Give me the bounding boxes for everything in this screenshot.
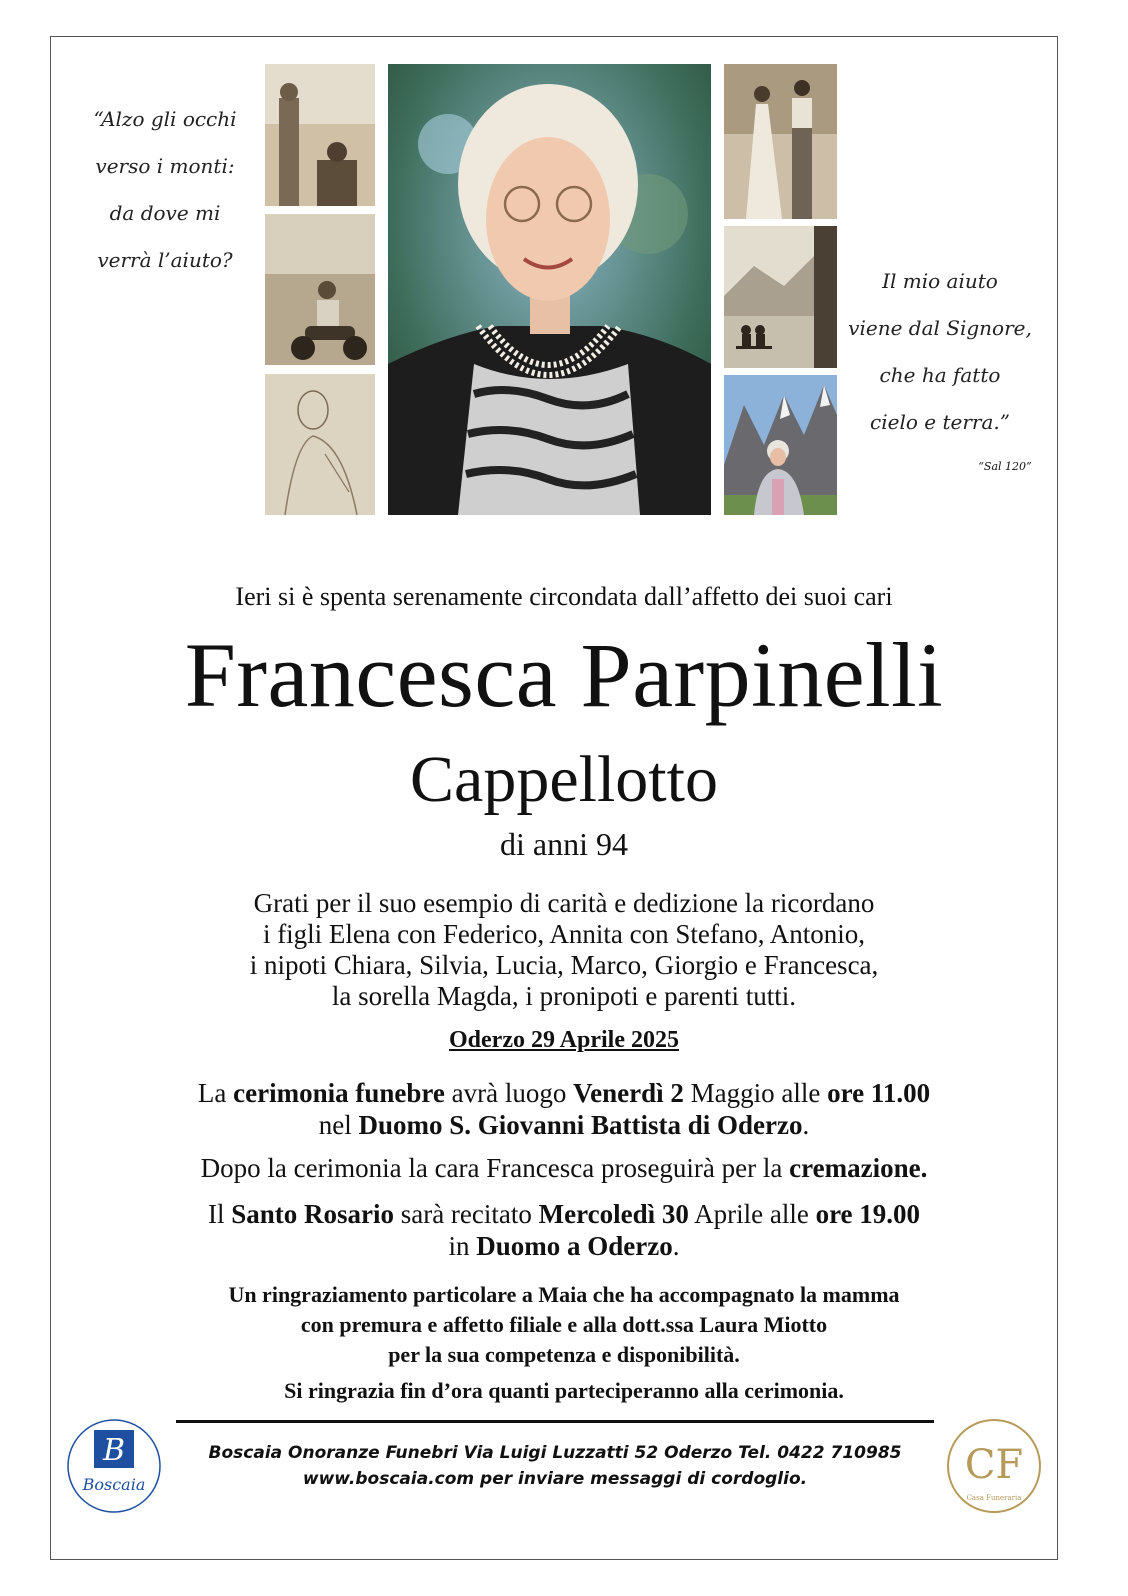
- intro-text: Ieri si è spenta serenamente circondata dall’affetto dei suoi cari: [235, 582, 893, 611]
- vintage-photo-couple: [265, 64, 375, 206]
- main-portrait-photo: [388, 64, 711, 515]
- thanks-message: Un ringraziamento particolare a Maia che ha accompagnato la mamma con premura e affetto filiale e alla dott.ssa Laura Miotto per la sua competenza e disponibilità.: [228, 1282, 900, 1367]
- vintage-photo-scooter: [265, 214, 375, 365]
- family-announcement: Grati per il suo esempio di carità e dedizione la ricordano i figli Elena con Federico, Annita con Stefano, Antonio, i nipoti Chiara, Silvia, Lucia, Marco, Giorgio e Francesca, la sorella Magda, i pronipoti e parenti tutti.: [249, 888, 879, 1011]
- svg-text:Casa Funeraria: Casa Funeraria: [966, 1494, 1022, 1502]
- quote-left: “Alzo gli occhi verso i monti: da dove mi verrà l’aiuto?: [93, 107, 237, 272]
- svg-text:CF: CF: [964, 1442, 1024, 1488]
- deceased-name: Francesca Parpinelli: [184, 624, 944, 726]
- deceased-surname: Cappellotto: [410, 743, 718, 816]
- vintage-sketch-portrait: [265, 374, 375, 515]
- photo-mountains: [724, 375, 837, 515]
- ceremony-info: La cerimonia funebre avrà luogo Venerdì 2 Maggio alle ore 11.00 nel Duomo S. Giovanni Battista di Oderzo.: [197, 1078, 931, 1140]
- quote-right: Il mio aiuto viene dal Signore, che ha fatto cielo e terra.”: [848, 269, 1032, 434]
- footer-divider: [176, 1420, 934, 1423]
- casa-funeraria-logo: [946, 1418, 1042, 1514]
- vintage-photo-wedding: [724, 64, 837, 219]
- svg-text:Boscaia: Boscaia: [82, 1475, 146, 1494]
- funeral-home-website: www.boscaia.com per inviare messaggi di cordoglio.: [302, 1469, 808, 1489]
- funeral-home-address: Boscaia Onoranze Funebri Via Luigi Luzzatti 52 Oderzo Tel. 0422 710985: [208, 1443, 902, 1463]
- deceased-age: di anni 94: [500, 826, 628, 862]
- thanks-final: Si ringrazia fin d’ora quanti parteciperanno alla cerimonia.: [284, 1378, 844, 1403]
- vintage-photo-lake: [724, 226, 837, 368]
- svg-text:B: B: [102, 1433, 126, 1468]
- rosary-info: Il Santo Rosario sarà recitato Mercoledì 30 Aprile alle ore 19.00 in Duomo a Oderzo.: [207, 1199, 921, 1261]
- place-date: Oderzo 29 Aprile 2025: [449, 1027, 679, 1053]
- cremation-info: Dopo la cerimonia la cara Francesca proseguirà per la cremazione.: [200, 1153, 928, 1183]
- boscaia-logo: [66, 1418, 162, 1514]
- quote-reference: “Sal 120”: [978, 460, 1032, 473]
